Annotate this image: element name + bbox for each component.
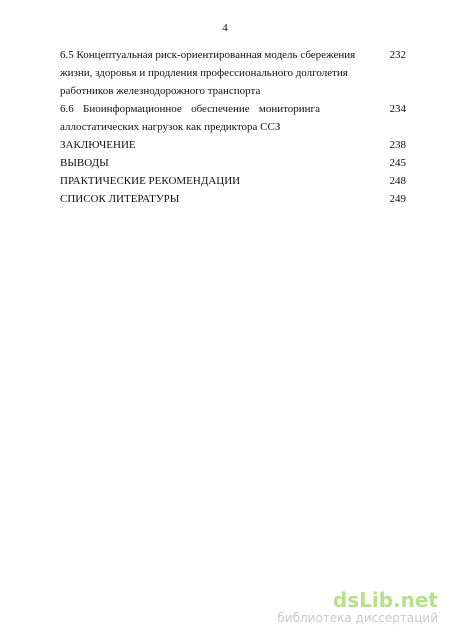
toc-entry-recommendations: [60, 172, 406, 190]
toc-entry-page: 249: [389, 193, 406, 205]
page-number: 4: [222, 22, 228, 34]
watermark-brand-ds: ds: [332, 588, 360, 612]
toc-entry-conclusion: [60, 136, 406, 154]
toc-entry-findings: [60, 154, 406, 172]
toc-entry-page: 238: [389, 139, 406, 151]
toc-entry-line: работников железнодорожного транспорта: [60, 85, 261, 97]
toc-entry-title: СПИСОК ЛИТЕРАТУРЫ: [60, 193, 180, 205]
watermark-brand-net: .net: [393, 588, 438, 612]
toc-entry-title: [60, 46, 406, 100]
toc-entry-page: 234: [389, 103, 406, 115]
toc-entry-page: 232: [389, 49, 406, 61]
toc-entry-page: 248: [389, 175, 406, 187]
watermark-brand: [277, 589, 438, 611]
toc-entry-references: [60, 190, 406, 208]
toc-entry-6-6: [60, 100, 406, 136]
toc-entry-line: [60, 100, 370, 118]
toc-word: Биоинформационное: [83, 103, 182, 115]
toc-word: мониторинга: [258, 103, 320, 115]
toc-word: обеспечение: [191, 103, 250, 115]
toc-entry-page: 245: [389, 157, 406, 169]
toc-entry-line: 6.5 Концептуальная риск-ориентированная модель сбережения: [60, 49, 356, 61]
toc-entry-6-5: [60, 46, 406, 100]
watermark-subtitle: библиотека диссертаций: [277, 611, 438, 625]
toc-entry-line: жизни, здоровья и продления профессионального долголетия: [60, 67, 348, 79]
toc-entry-title: [60, 100, 406, 136]
watermark-logo[interactable]: [277, 589, 438, 625]
toc-entry-title: ВЫВОДЫ: [60, 157, 109, 169]
toc-entry-line: аллостатических нагрузок как предиктора ССЗ: [60, 121, 281, 133]
table-of-contents: [60, 46, 406, 208]
toc-entry-title: ЗАКЛЮЧЕНИЕ: [60, 139, 136, 151]
watermark-brand-lib: Lib: [359, 588, 394, 612]
toc-word: 6.6: [60, 103, 74, 115]
toc-entry-title: ПРАКТИЧЕСКИЕ РЕКОМЕНДАЦИИ: [60, 175, 241, 187]
